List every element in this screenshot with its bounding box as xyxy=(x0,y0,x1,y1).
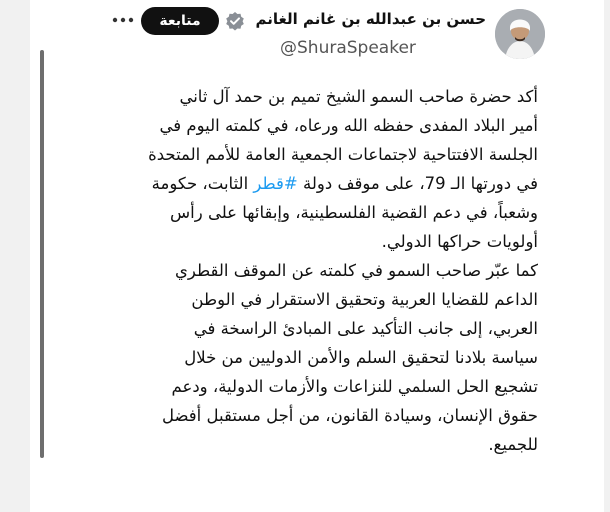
tweet-text-segment: في دورتها الـ 79، على موقف دولة xyxy=(297,174,538,193)
scrollbar[interactable] xyxy=(40,50,44,458)
tweet-text xyxy=(102,82,538,459)
tweet-line xyxy=(102,169,538,198)
follow-button[interactable]: متابعة xyxy=(141,7,219,35)
author-name[interactable]: حسن بن عبدالله بن غانم الغانم xyxy=(255,10,486,28)
verified-badge-icon xyxy=(225,11,245,31)
left-margin xyxy=(0,0,30,512)
tweet-line: حقوق الإنسان، وسيادة القانون، من أجل مستقبل أفضل xyxy=(161,406,538,425)
tweet-line: الجلسة الافتتاحية لاجتماعات الجمعية العامة للأمم المتحدة xyxy=(148,145,538,164)
hashtag-link[interactable]: #قطر xyxy=(253,174,298,193)
tweet-text-segment: الثابت، حكومة xyxy=(151,174,254,193)
right-margin xyxy=(604,0,610,512)
avatar[interactable] xyxy=(495,9,545,59)
avatar-image xyxy=(495,9,545,59)
author-handle[interactable]: @ShuraSpeaker xyxy=(280,38,416,58)
tweet-line: الداعم للقضايا العربية وتحقيق الاستقرار في الوطن xyxy=(191,290,538,309)
tweet-line: سياسة بلادنا لتحقيق السلم والأمن الدوليين من خلال xyxy=(184,348,538,367)
more-horizontal-icon[interactable] xyxy=(111,10,135,30)
tweet-line: العربي، إلى جانب التأكيد على المبادئ الراسخة في xyxy=(193,319,538,338)
tweet-line: تشجيع الحل السلمي للنزاعات والأزمات الدولية، ودعم xyxy=(171,377,538,396)
tweet-line: للجميع. xyxy=(488,435,538,454)
tweet-line: أكد حضرة صاحب السمو الشيخ تميم بن حمد آل ثاني xyxy=(179,87,538,106)
tweet-line: وشعباً، في دعم القضية الفلسطينية، وإبقائها على رأس xyxy=(170,203,538,222)
tweet-line: أمير البلاد المفدى حفظه الله ورعاه، في كلمته اليوم في xyxy=(159,116,538,135)
tweet-line: كما عبّر صاحب السمو في كلمته عن الموقف القطري xyxy=(174,261,538,280)
tweet-line: أولويات حراكها الدولي. xyxy=(381,232,538,251)
